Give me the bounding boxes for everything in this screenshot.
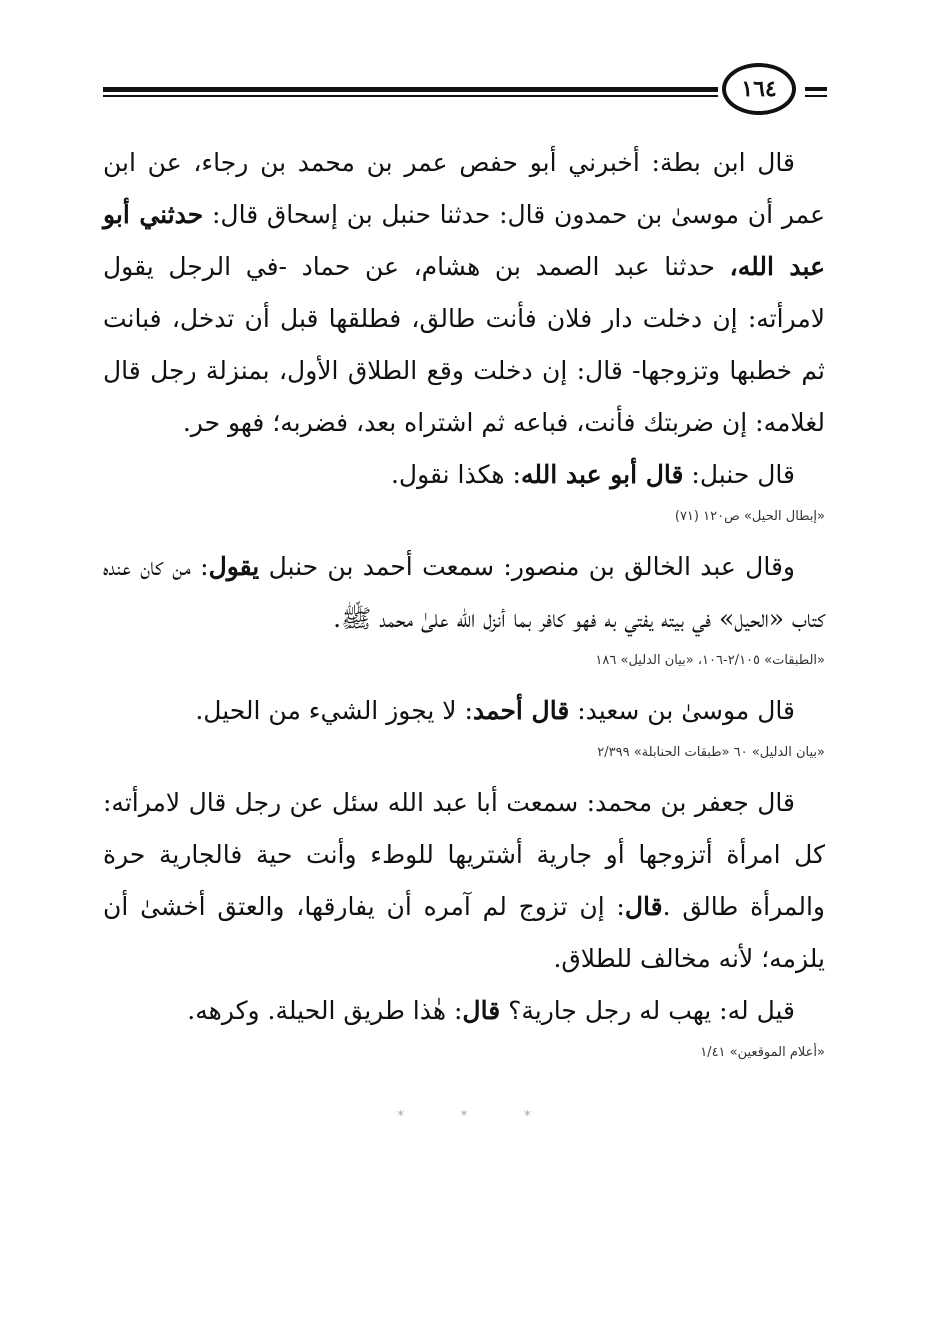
ornament-mark: * xyxy=(524,1108,533,1124)
ornament-mark: * xyxy=(460,1108,470,1124)
page-header xyxy=(0,0,929,130)
header-rule-stub-thin xyxy=(805,95,827,97)
text-run: حدثنا عبد الصمد بن هشام، عن حماد -في الرجل يقول لامرأته: إن دخلت دار فلان فأنت طالق، فطلقها قبل أن تدخل، فبانت ثم خطبها وتزوجها- قال: إن دخلت وقع الطلاق الأول، بمنزلة رجل قال لغلامه: إن ضربتك فأنت، فباعه ثم اشتراه بعد، فضربه؛ فهو حر. xyxy=(103,252,825,437)
source-citation: «أعلام الموقعين» ١/٤١ xyxy=(700,1045,825,1060)
text-run: قال ابن بطة: أخبرني أبو حفص عمر بن محمد بن رجاء، عن ابن عمر أن موسىٰ بن حمدون قال: حدثنا حنبل بن إسحاق قال: xyxy=(103,148,825,229)
paragraph xyxy=(103,777,825,985)
text-run: : هٰذا طريق الحيلة. وكرهه. xyxy=(187,996,463,1025)
text-run: قيل له: يهب له رجل جارية؟ xyxy=(500,996,795,1025)
text-run: : إن تزوج لم آمره أن يفارقها، والعتق أخشىٰ أن يلزمه؛ لأنه مخالف للطلاق. xyxy=(103,892,825,973)
emphasized-text: قال xyxy=(462,996,501,1025)
emphasized-text: قال xyxy=(624,892,663,921)
source-citation: «بيان الدليل» ٦٠ «طبقات الحنابلة» ٢/٣٩٩ xyxy=(597,745,825,760)
emphasized-text: قال أبو عبد الله xyxy=(520,460,684,489)
emphasized-text: حدثني أبو عبد الله، xyxy=(103,200,825,281)
text-run: قال موسىٰ بن سعيد: xyxy=(569,696,795,725)
page-body xyxy=(103,137,825,1077)
source-citation: «الطبقات» ٢/١٠٥-١٠٦، «بيان الدليل» ١٨٦ xyxy=(595,653,825,668)
paragraph xyxy=(103,137,825,449)
paragraph xyxy=(103,541,825,645)
paragraph xyxy=(103,685,825,737)
paragraph xyxy=(103,985,825,1037)
paragraph xyxy=(103,449,825,501)
emphasized-text: يقول xyxy=(208,552,260,581)
emphasized-text: قال أحمد xyxy=(472,696,570,725)
text-run: قال جعفر بن محمد: سمعت أبا عبد الله سئل عن رجل قال لامرأته: كل امرأة أتزوجها أو جارية أشتريها للوطء وأنت حية فالجارية حرة والمرأة طالق . xyxy=(103,788,826,921)
page-number: ١٦٤ xyxy=(722,63,796,115)
text-run: : لا يجوز الشيء من الحيل. xyxy=(195,696,473,725)
text-run: : من كان عنده كتاب «الحيل» في بيته يفتي به فهو كافر بما أنزل الله علىٰ محمد ﷺ. xyxy=(103,552,825,633)
header-rule-thin xyxy=(103,95,718,97)
end-ornament xyxy=(370,1106,560,1126)
text-run: وقال عبد الخالق بن منصور: سمعت أحمد بن حنبل xyxy=(259,552,795,581)
source-citation: «إبطال الحيل» ص١٢٠ (٧١) xyxy=(674,509,825,524)
header-rule-thick xyxy=(103,87,718,92)
ornament-mark: * xyxy=(397,1108,406,1124)
header-rule-stub xyxy=(805,87,827,91)
text-run: قال حنبل: xyxy=(683,460,795,489)
text-run: : هكذا نقول. xyxy=(390,460,521,489)
